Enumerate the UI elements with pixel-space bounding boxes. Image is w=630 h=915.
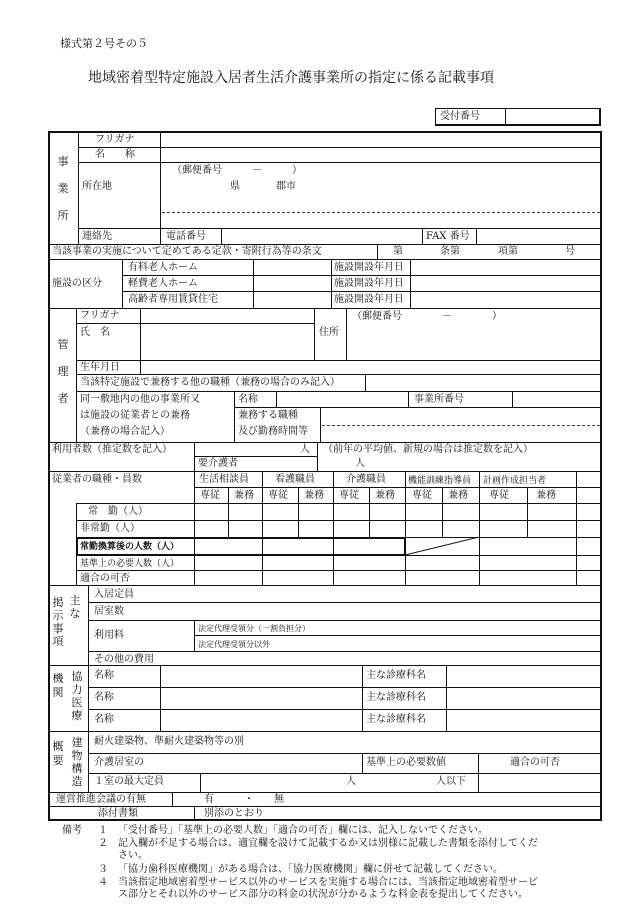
birth-input[interactable] bbox=[142, 361, 600, 373]
fulltime-label: 専従 bbox=[412, 490, 432, 501]
section-medical: 機 関 bbox=[52, 672, 64, 699]
other-line-1: 同一敷地内の他の事業所又 bbox=[80, 394, 200, 405]
fulltime-label: 専従 bbox=[489, 490, 509, 501]
fulltime-label: 専従 bbox=[339, 490, 359, 501]
fee-input-1[interactable] bbox=[330, 621, 600, 634]
note-3-line-1: 「協力歯科医療機関」がある場合は、「協力医療機関」欄に併せて記載してください。 bbox=[118, 864, 503, 875]
manager-address-label: 住所 bbox=[319, 327, 339, 338]
receipt-label: 受付番号 bbox=[440, 111, 480, 122]
care-needed-unit: 人 bbox=[355, 458, 365, 469]
note-4-line-2: ス部分とそれ以外のサービス部分の料金の状況が分かるような料金表を提出してください。 bbox=[118, 889, 528, 900]
articles-gou: 号 bbox=[565, 246, 575, 257]
note-2-line-1: 記入欄が不足する場合は、適宜欄を設けて記載するか又は別様に記載した書類を添付してくだ bbox=[118, 838, 538, 849]
manager-address-input[interactable] bbox=[348, 325, 600, 359]
attach-label: 添付書類 bbox=[98, 808, 138, 819]
fee-input-2[interactable] bbox=[330, 637, 600, 650]
facility-check-1[interactable] bbox=[255, 261, 330, 274]
concurrent-label: 兼務 bbox=[448, 490, 468, 501]
standard-label: 基準上の必要数値 bbox=[366, 757, 446, 768]
care-needed-label: 要介護者 bbox=[198, 458, 238, 469]
open-date-label: 施設開設年月日 bbox=[334, 294, 404, 305]
note-num-2: ２ bbox=[98, 838, 108, 849]
fax-label: FAX 番号 bbox=[426, 231, 470, 242]
medical-dept-input-2[interactable] bbox=[448, 689, 600, 708]
fee-sub-1: 法定代理受領分（一割負担分） bbox=[198, 624, 310, 633]
medical-dept-input-1[interactable] bbox=[448, 667, 600, 686]
max-capacity-input[interactable] bbox=[202, 775, 342, 791]
parttime-count-inputs[interactable] bbox=[196, 522, 574, 536]
name-label: 名 称 bbox=[95, 149, 135, 160]
max-capacity-label: １室の最大定員 bbox=[94, 776, 164, 787]
fte-count-inputs[interactable] bbox=[196, 540, 404, 554]
note-1-line-1: 「受付番号」「基準上の必要人数」「適合の可否」欄には、記入しないでください。 bbox=[118, 825, 488, 836]
tel-input[interactable] bbox=[223, 229, 421, 243]
job-2: 看護職員 bbox=[275, 474, 315, 485]
facility-type-3: 高齢者専用賃貸住宅 bbox=[128, 294, 218, 305]
medical-name-input-3[interactable] bbox=[162, 711, 360, 730]
note-num-3: ３ bbox=[98, 864, 108, 875]
concurrent-job-2: 及び勤務時間等 bbox=[238, 426, 308, 437]
fee-label: 利用料 bbox=[94, 630, 124, 641]
manager-furigana-input[interactable] bbox=[142, 310, 312, 322]
medical-name-label-1: 名称 bbox=[94, 670, 114, 681]
open-date-input[interactable] bbox=[412, 261, 600, 274]
facility-label: 施設の区分 bbox=[52, 278, 102, 289]
facility-check-2[interactable] bbox=[255, 277, 330, 290]
fee-sub-2: 法定代理受領分以外 bbox=[198, 640, 270, 649]
section-jigyosho: 事 業 所 bbox=[57, 155, 69, 222]
city-label: 郡市 bbox=[276, 181, 296, 192]
medical-coop: 協 力 医 療 bbox=[71, 670, 83, 722]
concurrent-same-input[interactable] bbox=[367, 376, 600, 390]
staff-label: 従業者の職種・員数 bbox=[52, 474, 142, 485]
other-cost-input[interactable] bbox=[196, 652, 600, 664]
manager-name-input[interactable] bbox=[142, 325, 312, 359]
jigyosho-name-input[interactable] bbox=[162, 149, 600, 161]
jigyosho-furigana-input[interactable] bbox=[162, 133, 600, 146]
furigana-label: フリガナ bbox=[95, 134, 135, 145]
concurrent-job-1: 兼務する職種 bbox=[238, 410, 298, 421]
articles-jou: 条第 bbox=[440, 246, 460, 257]
concurrent-label: 兼務 bbox=[304, 490, 324, 501]
manager-name-label: 氏 名 bbox=[80, 327, 110, 338]
job-5: 計画作成担当者 bbox=[483, 476, 547, 486]
job-1: 生活相談員 bbox=[199, 474, 249, 485]
medical-dept-input-3[interactable] bbox=[448, 711, 600, 730]
medical-name-label-3: 名称 bbox=[94, 714, 114, 725]
other-line-2: は施設の従業者との兼務 bbox=[80, 410, 190, 421]
concurrent-label: 兼務 bbox=[234, 490, 254, 501]
job-3: 介護職員 bbox=[346, 474, 386, 485]
postal-code: （郵便番号 － ） bbox=[172, 165, 302, 176]
fte-diagonal bbox=[405, 537, 479, 555]
medical-name-input-1[interactable] bbox=[162, 667, 360, 686]
concurrent-label: 兼務 bbox=[375, 490, 395, 501]
rooms-input[interactable] bbox=[196, 604, 600, 619]
council-no[interactable]: 無 bbox=[274, 794, 284, 805]
row-fte: 常勤換算後の人数（人） bbox=[80, 542, 180, 552]
capacity-label: 入居定員 bbox=[94, 589, 134, 600]
medical-name-label-2: 名称 bbox=[94, 692, 114, 703]
fit-label: 適合の可否 bbox=[510, 757, 560, 768]
note-num-4: ４ bbox=[98, 877, 108, 888]
users-note: （前年の平均値、新規の場合は推定数を記入） bbox=[323, 444, 533, 455]
open-date-label: 施設開設年月日 bbox=[334, 262, 404, 273]
posted-main: 主 な bbox=[69, 594, 81, 620]
section-posted: 掲 示 事 項 bbox=[52, 596, 64, 648]
office-no-input[interactable] bbox=[514, 393, 600, 406]
other-line-3: （兼務の場合記入） bbox=[80, 426, 170, 437]
jigyosho-address-input[interactable] bbox=[162, 195, 600, 211]
other-facility-name-input[interactable] bbox=[278, 393, 406, 406]
row-fit: 適合の可否 bbox=[80, 573, 130, 584]
medical-name-input-2[interactable] bbox=[162, 689, 360, 708]
fax-input[interactable] bbox=[478, 229, 600, 243]
concurrent-job-input[interactable] bbox=[322, 409, 600, 441]
fulltime-label: 専従 bbox=[200, 490, 220, 501]
rooms-label: 居室数 bbox=[94, 606, 124, 617]
facility-type-1: 有料老人ホーム bbox=[128, 262, 198, 273]
manager-postal: （郵便番号 － ） bbox=[352, 311, 502, 322]
address-label: 所在地 bbox=[82, 181, 112, 192]
max-capacity-unit: 人 bbox=[346, 776, 356, 787]
facility-check-3[interactable] bbox=[255, 293, 330, 306]
articles-label: 当該事業の実施について定めてある定款・寄附行為等の条文 bbox=[52, 246, 322, 257]
users-unit: 人 bbox=[300, 444, 310, 455]
medical-dept-label-1: 主な診療科名 bbox=[366, 670, 426, 681]
medical-dept-label-3: 主な診療科名 bbox=[366, 714, 426, 725]
articles-dai: 第 bbox=[393, 246, 403, 257]
fireproof-input[interactable] bbox=[300, 733, 600, 752]
fulltime-label: 専従 bbox=[268, 490, 288, 501]
open-date-input[interactable] bbox=[412, 277, 600, 290]
concurrent-label: 兼務 bbox=[536, 490, 556, 501]
articles-kou: 項第 bbox=[498, 246, 518, 257]
council-label: 運営推進会議の有無 bbox=[56, 794, 146, 805]
concurrent-same-label: 当該特定施設で兼務する他の職種（兼務の場合のみ記入） bbox=[80, 377, 340, 388]
birth-label: 生年月日 bbox=[80, 362, 120, 373]
council-dot: ・ bbox=[244, 794, 254, 805]
max-capacity-below: 人以下 bbox=[436, 776, 466, 787]
medical-dept-label-2: 主な診療科名 bbox=[366, 692, 426, 703]
receipt-input[interactable] bbox=[507, 109, 599, 124]
notes-label: 備考 bbox=[62, 825, 82, 836]
job-4: 機能訓練指導員 bbox=[408, 476, 472, 486]
section-overview: 概 要 bbox=[52, 740, 64, 767]
capacity-input[interactable] bbox=[196, 587, 600, 601]
row-fulltime: 常 勤（人） bbox=[88, 506, 148, 517]
tel-label: 電話番号 bbox=[166, 231, 206, 242]
row-parttime: 非常勤（人） bbox=[80, 523, 140, 534]
office-no-label: 事業所番号 bbox=[414, 394, 464, 405]
care-room-label: 介護居室の bbox=[94, 757, 144, 768]
form-id: 様式第２号その５ bbox=[60, 37, 148, 50]
fireproof-label: 耐火建築物、準耐火建築物等の別 bbox=[94, 736, 244, 747]
attach-value: 別添のとおり bbox=[204, 808, 264, 819]
users-label: 利用者数（推定数を記入） bbox=[52, 444, 172, 455]
open-date-input[interactable] bbox=[412, 293, 600, 306]
page-title: 地域密着型特定施設入居者生活介護事業所の指定に係る記載事項 bbox=[88, 70, 494, 86]
note-num-1: １ bbox=[98, 825, 108, 836]
manager-furigana-label: フリガナ bbox=[80, 310, 120, 321]
pref-label: 県 bbox=[230, 181, 240, 192]
note-4-line-1: 当該指定地域密着型サービス以外のサービスを実施する場合には、当該指定地域密着型サービ bbox=[118, 877, 538, 888]
contact-label: 連絡先 bbox=[82, 231, 112, 242]
other-cost-label: その他の費用 bbox=[94, 654, 154, 665]
fulltime-count-inputs[interactable] bbox=[196, 505, 574, 519]
open-date-label: 施設開設年月日 bbox=[334, 278, 404, 289]
facility-type-2: 軽費老人ホーム bbox=[128, 278, 198, 289]
row-required: 基準上の必要人数（人） bbox=[80, 559, 180, 569]
other-facility-name-label: 名称 bbox=[238, 394, 258, 405]
section-manager: 管 理 者 bbox=[57, 338, 69, 405]
council-yes[interactable]: 有 bbox=[204, 794, 214, 805]
overview-building: 建 物 構 造 bbox=[71, 736, 83, 788]
note-2-line-2: さい。 bbox=[118, 850, 148, 861]
users-input[interactable] bbox=[196, 443, 296, 455]
